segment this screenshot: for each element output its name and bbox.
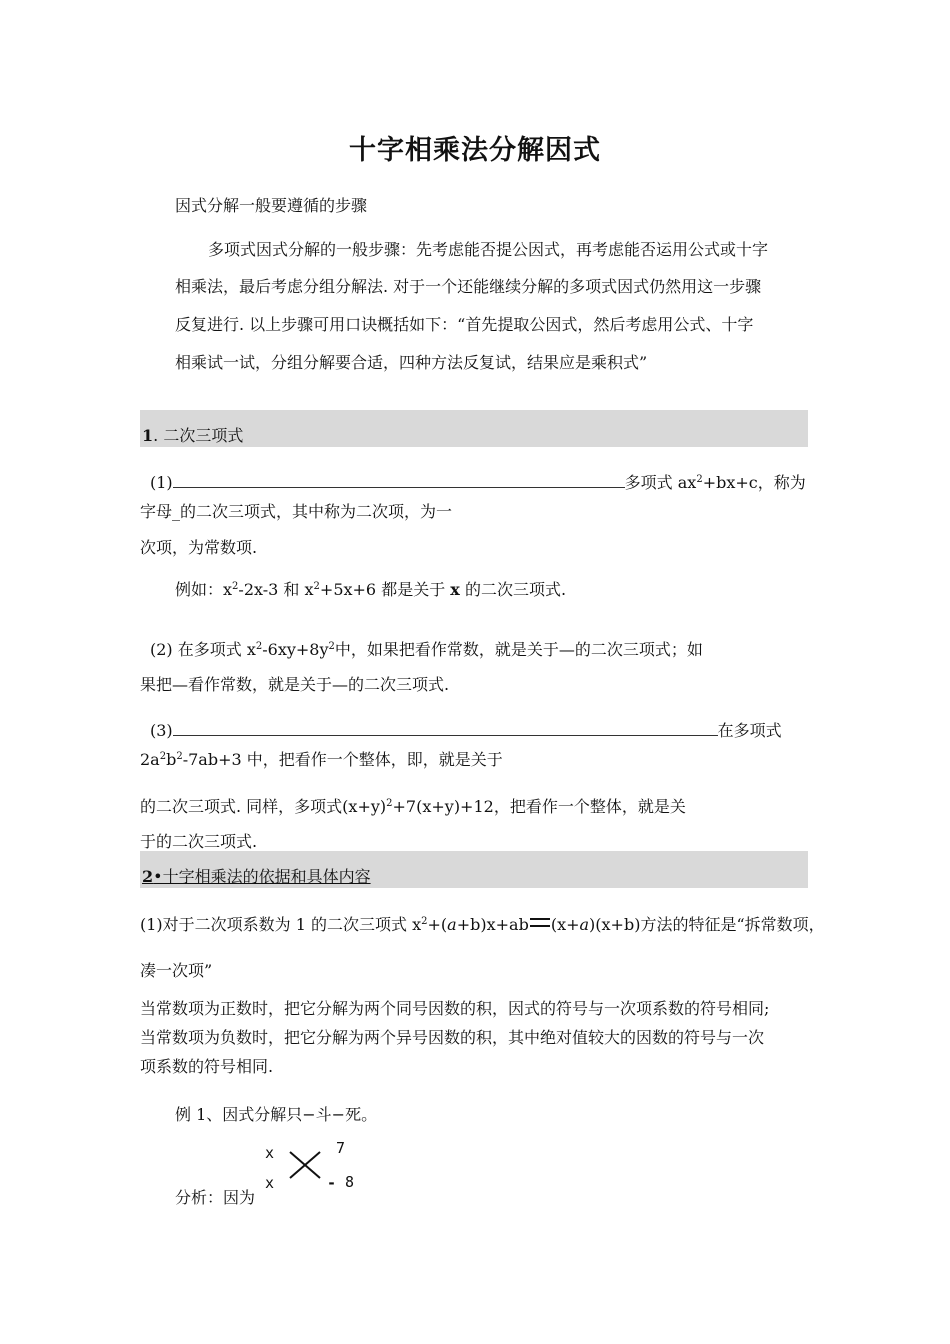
s2-rule-3: 项系数的符号相同. [140,1057,274,1076]
page-title: 十字相乘法分解因式 [349,135,601,166]
s2-p1: (1)对于二次项系数为 1 的二次三项式 $x^2+(a+b)x+ab$ (x+a)(x+b)方法的特征是“拆常数项， [140,915,825,934]
s2-rule-1: 当常数项为正数时，把它分解为两个同号因数的积，因式的符号与一次项系数的符号相同; [140,999,770,1018]
s2-rule-2: 当常数项为负数时，把它分解为两个异号因数的积，其中绝对值较大的因数的符号与一次 [140,1028,765,1047]
s1-p3: (3) 在多项式 [150,721,782,740]
example-1: 例 1、因式分解只−斗−死。 [175,1105,378,1124]
equals-sign [530,918,550,927]
cross-top-left: x [265,1144,275,1162]
s1-p2-line2: 果把—看作常数，就是关于—的二次三项式. [140,675,450,694]
intro-line-4: 相乘试一试，分组分解要合适，四种方法反复试，结果应是乘积式” [175,353,648,372]
cross-top-right: 7 [336,1139,346,1157]
intro-line-2: 相乘法，最后考虑分组分解法. 对于一个还能继续分解的多项式因式仍然用这一步骤 [175,277,762,296]
s1-p3-line2: $2a^2b^2-7ab+3$ 中，把看作一个整体，即，就是关于 [140,750,503,769]
s1-p1-line2: 字母_的二次三项式，其中称为二次项，为一 [140,502,453,521]
cross-bottom-right: 8 [345,1173,355,1191]
cross-bottom-left: x [265,1174,275,1192]
analysis-label: 分析：因为 [175,1188,256,1207]
fill-blank[interactable] [173,721,718,736]
s1-example: 例如：$x^2-2x-3$ 和 $x^2+5x+6$ 都是关于 x 的二次三项式. [175,580,567,599]
intro-line-3: 反复进行. 以上步骤可用口诀概括如下：“首先提取公因式，然后考虑用公式、十字 [175,315,754,334]
intro-line-1: 多项式因式分解的一般步骤：先考虑能否提公因式，再考虑能否运用公式或十字 [208,240,769,259]
section-1-heading: 1. 二次三项式 [142,426,244,445]
s1-p1: (1) 多项式 $ax^2+bx+c$，称为 [150,473,806,492]
cross-bottom-sign: - [327,1174,337,1192]
s1-p2: (2) 在多项式 $x^2-6xy+8y^2$中，如果把看作常数，就是关于—的二次三项式；如 [150,640,703,659]
s1-p1-line3: 次项，为常数项. [140,538,258,557]
s1-p3-line4: 于的二次三项式. [140,832,258,851]
cross-icon [286,1148,326,1182]
section-2-heading: 2•十字相乘法的依据和具体内容 [142,867,371,886]
s1-p3-line3: 的二次三项式. 同样，多项式$(x+y)^2+7(x+y)+12$，把看作一个整体，就是关 [140,797,686,816]
intro-heading: 因式分解一般要遵循的步骤 [175,196,368,215]
s2-p1-line2: 凑一次项” [140,961,213,980]
fill-blank[interactable] [173,473,625,488]
